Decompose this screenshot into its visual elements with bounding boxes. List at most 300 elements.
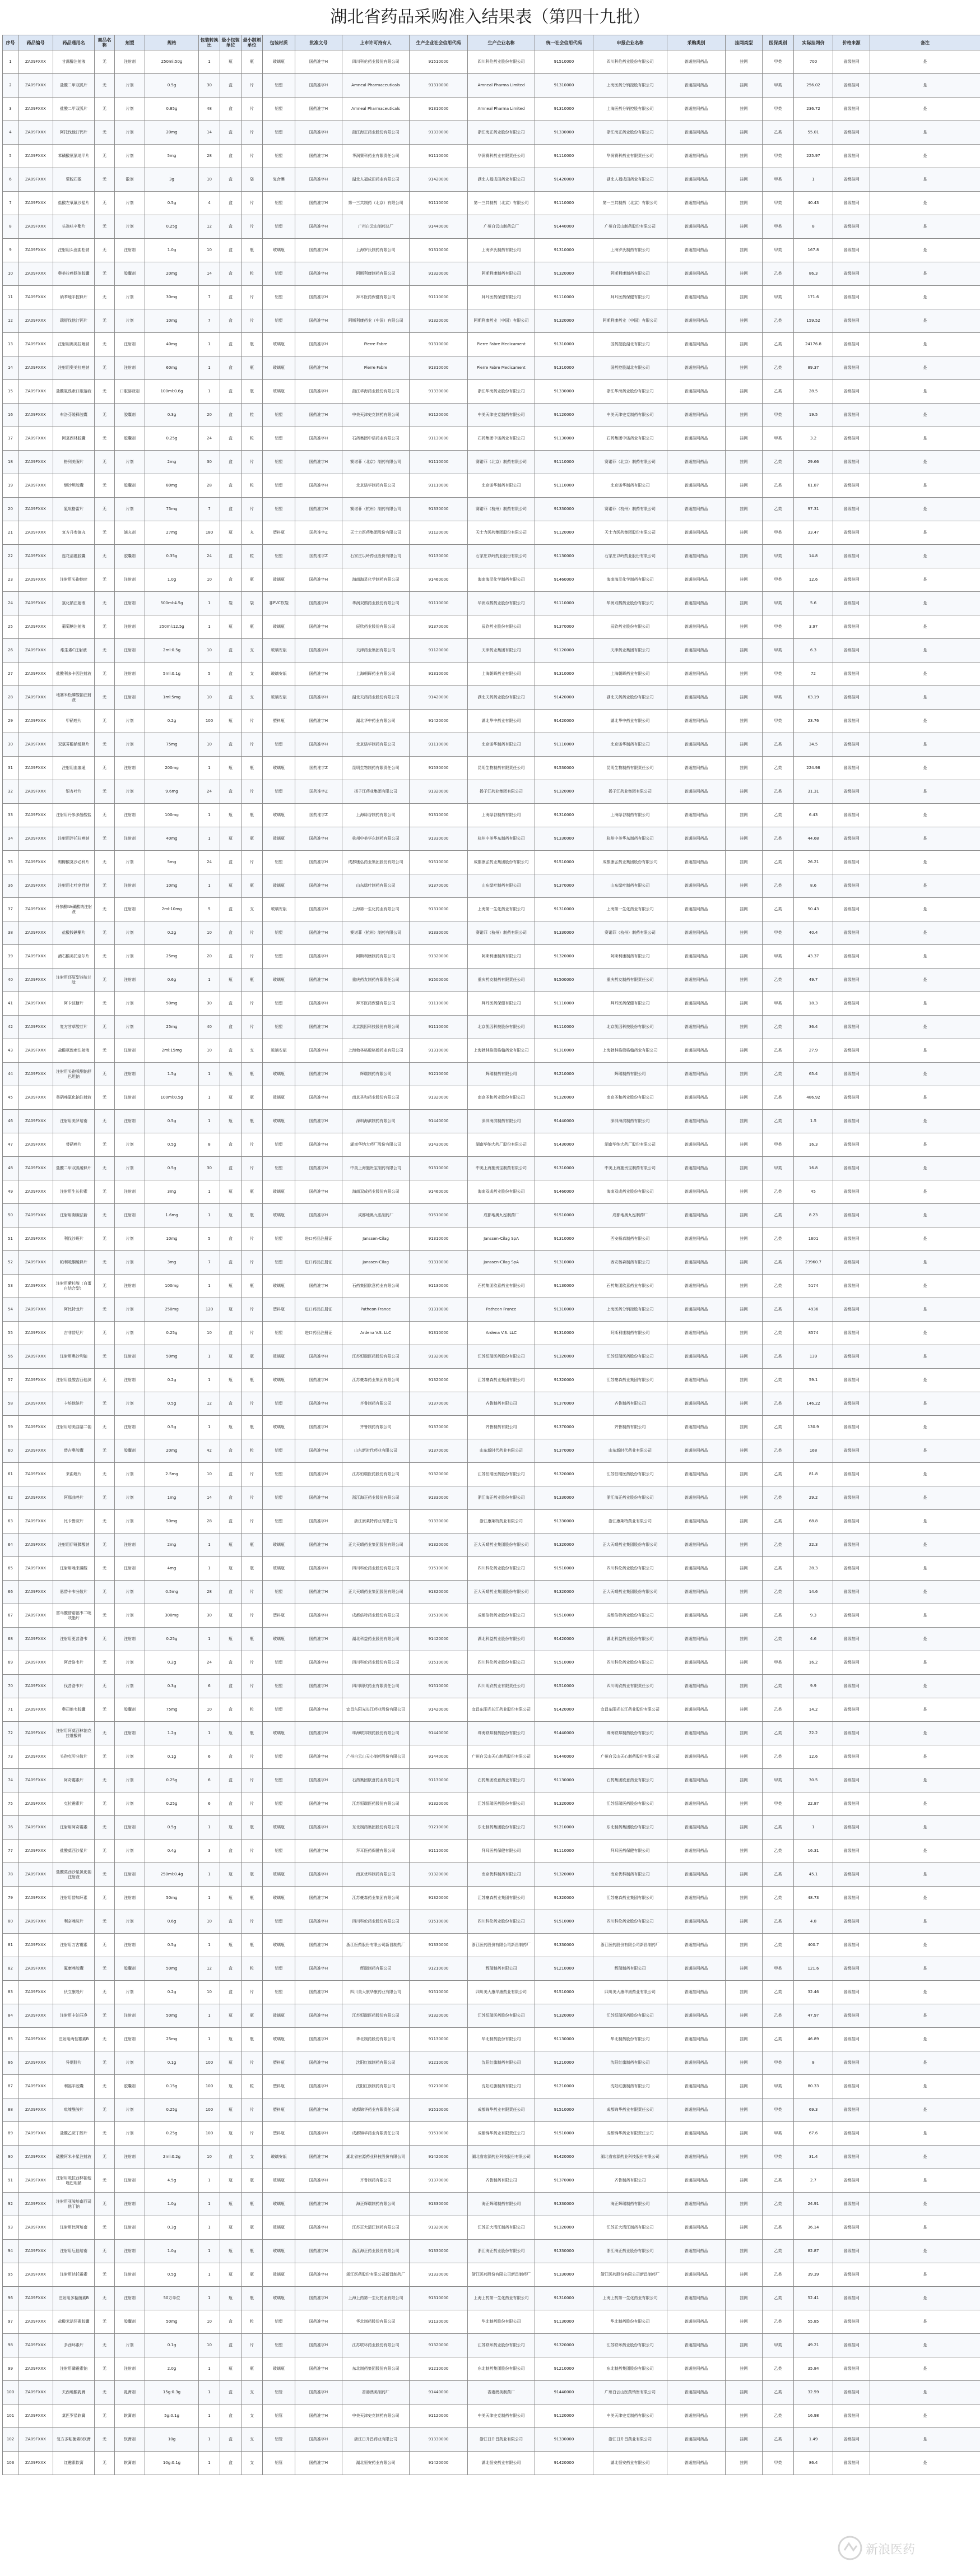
table-cell: 省级挂网 [833, 498, 870, 521]
table-cell: 挂网 [726, 1863, 763, 1887]
table-cell: 14.6 [794, 1581, 833, 1604]
table-cell: 成都地奥九泓制药厂 [593, 1204, 667, 1227]
table-cell: 盐酸米诺环素胶囊 [53, 2310, 95, 2334]
table-cell: 普通挂网药品 [667, 1486, 726, 1510]
table-cell: 是 [870, 1322, 980, 1345]
table-cell: ZA09FXXX [18, 121, 53, 145]
table-cell: 华润赛科药业有限责任公司 [468, 145, 535, 168]
table-cell: 91330000 [535, 1934, 593, 1957]
table-cell: 玻璃安瓿 [263, 1039, 295, 1063]
table-cell: 玻璃瓶 [263, 757, 295, 780]
table-cell: 国药准字H [295, 121, 342, 145]
table-cell: 省级挂网 [833, 1887, 870, 1910]
table-cell: 上海罗氏制药有限公司 [342, 239, 410, 262]
table-cell: 91330000 [410, 121, 468, 145]
table-cell: 软膏剂 [115, 2428, 145, 2452]
table-cell: 0.6g [145, 969, 199, 992]
table-cell: 甲类 [763, 215, 794, 239]
table-cell: ZA09FXXX [18, 74, 53, 98]
table-cell: ZA09FXXX [18, 98, 53, 121]
table-cell: 100ml:0.6g [145, 380, 199, 404]
table-cell: 瓶 [241, 1816, 263, 1840]
table-cell: 瓶 [220, 1604, 241, 1628]
table-cell: 瓶 [220, 1533, 241, 1557]
table-cell: 四川美大康华康药业有限公司 [342, 1981, 410, 2004]
table-cell: ZA09FXXX [18, 451, 53, 474]
table-cell: 91130000 [535, 545, 593, 568]
table-cell: 注射用阿莫西林钠克拉维酸钾 [53, 1722, 95, 1745]
table-cell: 91510000 [410, 1675, 468, 1698]
table-cell: 上海第一生化药业有限公司 [468, 898, 535, 921]
table-cell: 片 [241, 851, 263, 874]
table-cell: 玻璃安瓿 [263, 898, 295, 921]
table-cell: 91510000 [535, 1557, 593, 1581]
table-cell: 97.31 [794, 498, 833, 521]
table-cell: 江苏豪森药业集团有限公司 [593, 1887, 667, 1910]
table-row [3, 1180, 980, 1204]
table-cell: 普通挂网药品 [667, 215, 726, 239]
table-cell: 国药准字H [295, 2028, 342, 2051]
table-cell: 拜耳医药保健有限公司 [468, 286, 535, 309]
table-cell: 片剂 [115, 145, 145, 168]
table-cell: 国药准字Z [295, 757, 342, 780]
table-row [3, 2193, 980, 2216]
table-cell: 乙类 [763, 2240, 794, 2263]
table-cell: 宜昌东阳光长江药业股份有限公司 [468, 1698, 535, 1722]
table-cell: 2ml:10mg [145, 898, 199, 921]
table-cell: 6.3 [794, 639, 833, 662]
table-cell: 91310000 [410, 804, 468, 827]
table-row [3, 2216, 980, 2240]
table-cell: 注射用美罗培南 [53, 1110, 95, 1133]
table-cell: 是 [870, 1675, 980, 1698]
table-cell: 5mg [145, 851, 199, 874]
table-cell: 91510000 [535, 1204, 593, 1227]
table-cell: 玻璃瓶 [263, 827, 295, 851]
table-cell: 91370000 [535, 2169, 593, 2193]
column-header: 备注 [870, 35, 980, 50]
table-cell: 北京凯因科技股份有限公司 [342, 1016, 410, 1039]
table-cell: 91310000 [535, 356, 593, 380]
table-cell: 中美天津史克制药有限公司 [468, 404, 535, 427]
table-cell: 江苏恒瑞医药股份有限公司 [342, 1345, 410, 1369]
table-cell: 65.4 [794, 1063, 833, 1086]
table-cell: 片剂 [115, 1157, 145, 1180]
table-cell: 挂网 [726, 1439, 763, 1463]
table-cell: 22 [3, 545, 18, 568]
table-cell: 玻璃瓶 [263, 1180, 295, 1204]
table-cell: 片 [241, 2098, 263, 2122]
table-cell: 19.5 [794, 404, 833, 427]
table-cell: 挂网 [726, 121, 763, 145]
table-cell: 乙类 [763, 1486, 794, 1510]
table-cell: 挂网 [726, 1769, 763, 1792]
table-cell: 盐酸氨溴索注射液 [53, 1039, 95, 1063]
table-cell: 无 [95, 2240, 115, 2263]
table-cell: 胶囊剂 [115, 427, 145, 451]
table-cell: 盒 [220, 639, 241, 662]
table-cell: 进口药品注册证 [295, 1322, 342, 1345]
table-cell: 91310000 [535, 1039, 593, 1063]
table-cell: 91310000 [410, 1322, 468, 1345]
table-cell: 广州白云山医药销售有限公司 [593, 2381, 667, 2404]
table-cell: 91210000 [535, 1063, 593, 1086]
table-cell: 普通挂网药品 [667, 969, 726, 992]
table-cell: 91210000 [410, 1816, 468, 1840]
table-cell: 无 [95, 1086, 115, 1110]
column-header: 序号 [3, 35, 18, 50]
table-cell: 乙类 [763, 1698, 794, 1722]
table-cell: 挂网 [726, 168, 763, 192]
procurement-table [2, 35, 980, 2475]
table-cell: 91110000 [410, 992, 468, 1016]
table-cell: 乙类 [763, 2169, 794, 2193]
table-cell: 0.5g [145, 1416, 199, 1439]
table-cell: 无 [95, 2028, 115, 2051]
table-cell: 成都康弘药业集团股份有限公司 [593, 851, 667, 874]
table-cell: 50 [3, 1204, 18, 1227]
table-cell: 甲类 [763, 192, 794, 215]
table-cell: 普通挂网药品 [667, 2004, 726, 2028]
table-cell: ZA09FXXX [18, 2098, 53, 2122]
table-cell: 乙类 [763, 1204, 794, 1227]
table-cell: 91330000 [410, 2240, 468, 2263]
table-cell: 天士力医药集团股份有限公司 [468, 521, 535, 545]
table-cell: 成都锦华药业有限责任公司 [593, 2122, 667, 2146]
table-cell: ZA09FXXX [18, 2428, 53, 2452]
table-cell: 山东绿叶制药有限公司 [342, 874, 410, 898]
table-cell: 91320000 [410, 2216, 468, 2240]
table-cell: 无 [95, 2075, 115, 2098]
table-cell: 片 [241, 1675, 263, 1698]
table-cell: 32.46 [794, 1981, 833, 2004]
table-cell: 成都倍特药业股份有限公司 [468, 1604, 535, 1628]
table-cell: 91110000 [535, 192, 593, 215]
table-cell: Amneal Pharma Limited [468, 98, 535, 121]
table-cell: 普通挂网药品 [667, 145, 726, 168]
table-cell: 66 [3, 1581, 18, 1604]
table-cell: 乙类 [763, 969, 794, 992]
table-cell: 挂网 [726, 1887, 763, 1910]
table-cell: 拜耳医药保健有限公司 [593, 1840, 667, 1863]
table-cell: 注射剂 [115, 1063, 145, 1086]
table-cell: 国药准字H [295, 380, 342, 404]
table-cell: ZA09FXXX [18, 1651, 53, 1675]
table-cell: 盒 [220, 568, 241, 592]
table-cell: 注射用伊班膦酸钠 [53, 1533, 95, 1557]
table-cell: 91510000 [410, 50, 468, 74]
table-cell: 91510000 [535, 1981, 593, 2004]
table-cell: ZA09FXXX [18, 710, 53, 733]
table-cell: 普通挂网药品 [667, 1392, 726, 1416]
table-cell: 胶囊剂 [115, 262, 145, 286]
table-cell: 无 [95, 427, 115, 451]
table-cell: 石家庄以岭药业股份有限公司 [468, 545, 535, 568]
table-cell: 玻璃瓶 [263, 1063, 295, 1086]
table-cell: 91330000 [535, 380, 593, 404]
table-cell: 普通挂网药品 [667, 1463, 726, 1486]
table-cell: 注射剂 [115, 356, 145, 380]
table-cell: 国药准字H [295, 1533, 342, 1557]
table-cell: Pierre Fabre Medicament [468, 356, 535, 380]
table-cell: 四川科伦药业股份有限公司 [593, 1910, 667, 1934]
table-cell: 海南双成药业股份有限公司 [468, 1180, 535, 1204]
table-cell: 91310000 [535, 1298, 593, 1322]
table-cell: 国药准字H [295, 404, 342, 427]
table-cell: 1 [199, 333, 220, 356]
table-cell: 省级挂网 [833, 1275, 870, 1298]
table-cell: 盒 [220, 2334, 241, 2357]
table-cell: 1 [199, 2240, 220, 2263]
table-cell: 山东绿叶制药有限公司 [468, 874, 535, 898]
table-cell: 是 [870, 1110, 980, 1133]
table-cell: 上海绿谷制药有限公司 [342, 804, 410, 827]
table-cell: 省级挂网 [833, 1486, 870, 1510]
table-cell: 91130000 [410, 545, 468, 568]
table-cell: 铝塑 [263, 1133, 295, 1157]
table-cell: 盐酸二甲双胍缓释片 [53, 1157, 95, 1180]
table-cell: 注射用生长抑素 [53, 1180, 95, 1204]
table-cell: 片 [241, 309, 263, 333]
table-cell: 省级挂网 [833, 380, 870, 404]
table-cell: 50mg [145, 1957, 199, 1981]
table-cell: 上海绿谷制药有限公司 [468, 804, 535, 827]
table-cell: 91320000 [535, 1345, 593, 1369]
table-cell: 91320000 [410, 1463, 468, 1486]
table-cell: 玻璃瓶 [263, 333, 295, 356]
table-cell: 昆明生物制药有限责任公司 [593, 757, 667, 780]
table-cell: 比卡鲁胺片 [53, 1510, 95, 1533]
table-cell: 注射剂 [115, 2263, 145, 2287]
table-cell: 1 [199, 2028, 220, 2051]
table-cell: 41 [3, 992, 18, 1016]
table-cell: 乙类 [763, 757, 794, 780]
table-cell: 普通挂网药品 [667, 710, 726, 733]
table-cell: 拜耳医药保健有限公司 [468, 992, 535, 1016]
table-cell: 是 [870, 121, 980, 145]
table-cell: 91500000 [410, 969, 468, 992]
table-cell: 9.6mg [145, 780, 199, 804]
table-cell: 普通挂网药品 [667, 521, 726, 545]
table-cell: 71 [3, 1698, 18, 1722]
table-cell: 是 [870, 1557, 980, 1581]
table-cell: 片剂 [115, 1227, 145, 1251]
table-cell: 普通挂网药品 [667, 2334, 726, 2357]
table-cell: 国药准字H [295, 945, 342, 969]
table-cell: 玻璃瓶 [263, 2004, 295, 2028]
table-cell: 是 [870, 780, 980, 804]
table-cell: 注射剂 [115, 757, 145, 780]
table-cell: 软膏剂 [115, 2452, 145, 2475]
table-row [3, 192, 980, 215]
table-cell: 江苏恒瑞医药股份有限公司 [593, 1463, 667, 1486]
table-cell: 粒 [241, 2075, 263, 2098]
table-cell: 86.3 [794, 262, 833, 286]
table-cell: 225.97 [794, 145, 833, 168]
table-cell: 浙江海正药业股份有限公司 [593, 121, 667, 145]
table-cell: Janssen-Cilag [342, 1227, 410, 1251]
table-cell: 10 [199, 686, 220, 710]
table-cell: 49 [3, 1180, 18, 1204]
table-cell: 普通挂网药品 [667, 1628, 726, 1651]
table-cell: 1 [199, 2004, 220, 2028]
table-cell: 1 [199, 2357, 220, 2381]
table-cell: 省级挂网 [833, 1227, 870, 1251]
table-cell: 注射用达托霉素 [53, 2263, 95, 2287]
table-cell: 甲类 [763, 98, 794, 121]
table-cell: 是 [870, 921, 980, 945]
table-cell: ZA09FXXX [18, 1275, 53, 1298]
table-cell: 重庆药友制药有限责任公司 [468, 969, 535, 992]
table-row [3, 404, 980, 427]
table-cell: 片 [241, 121, 263, 145]
table-cell: 扬子江药业集团有限公司 [342, 780, 410, 804]
table-row [3, 1628, 980, 1651]
table-cell: 国药准字H [295, 333, 342, 356]
table-row [3, 1486, 980, 1510]
table-cell: 36.4 [794, 1016, 833, 1039]
table-cell: 注射用阿奇霉素 [53, 1816, 95, 1840]
table-cell: 乙类 [763, 1392, 794, 1416]
table-cell: 无 [95, 2169, 115, 2193]
table-cell: 普通挂网药品 [667, 592, 726, 615]
table-cell: ZA09FXXX [18, 1204, 53, 1227]
table-cell: 华北制药股份有限公司 [468, 2028, 535, 2051]
table-cell: 普通挂网药品 [667, 874, 726, 898]
table-cell: 挂网 [726, 1604, 763, 1628]
table-cell: 无 [95, 2452, 115, 2475]
table-cell: 8 [199, 1133, 220, 1157]
table-cell: 77 [3, 1840, 18, 1863]
table-cell: 38 [3, 921, 18, 945]
table-cell: 深圳海滨制药有限公司 [593, 1110, 667, 1133]
table-cell: 南京优科制药有限公司 [342, 1863, 410, 1887]
table-cell: 省级挂网 [833, 1016, 870, 1039]
table-cell: 无 [95, 1698, 115, 1722]
table-cell: 瓶 [241, 804, 263, 827]
table-cell: 国药准字H [295, 568, 342, 592]
table-cell: 宜昌东阳光长江药业股份有限公司 [342, 1698, 410, 1722]
table-cell: 挂网 [726, 2122, 763, 2146]
table-cell: 167.8 [794, 239, 833, 262]
table-cell: 省级挂网 [833, 168, 870, 192]
table-cell: 铝塑 [263, 145, 295, 168]
table-cell: 江苏恒瑞医药股份有限公司 [342, 1463, 410, 1486]
table-cell: 北京诺华制药有限公司 [593, 474, 667, 498]
table-cell: 片 [241, 1769, 263, 1792]
table-cell: 91 [3, 2169, 18, 2193]
table-cell: 注射剂 [115, 239, 145, 262]
table-cell: 挂网 [726, 2098, 763, 2122]
table-cell: 挂网 [726, 1180, 763, 1204]
table-cell: 无 [95, 2334, 115, 2357]
table-cell: 甲类 [763, 1133, 794, 1157]
table-cell: 91420000 [535, 686, 593, 710]
table-cell: 42 [199, 1439, 220, 1463]
table-cell: 挂网 [726, 239, 763, 262]
table-cell: 甲类 [763, 686, 794, 710]
table-cell: 沈阳红旗制药有限公司 [468, 2075, 535, 2098]
table-cell: 硝苯地平控释片 [53, 286, 95, 309]
table-cell: 盒 [220, 98, 241, 121]
table-cell: 24 [199, 851, 220, 874]
table-cell: 50.43 [794, 898, 833, 921]
table-cell: 甲类 [763, 710, 794, 733]
table-row [3, 898, 980, 921]
table-cell: 北京诺华制药有限公司 [468, 474, 535, 498]
table-cell: 湖北人福成田药业有限公司 [468, 168, 535, 192]
table-cell: 省级挂网 [833, 1439, 870, 1463]
table-cell: 50mg [145, 1345, 199, 1369]
table-cell: 91440000 [535, 2381, 593, 2404]
table-cell: 乙类 [763, 1063, 794, 1086]
table-cell: 25mg [145, 945, 199, 969]
table-cell: 辉瑞制药有限公司 [468, 1063, 535, 1086]
table-cell: ZA09FXXX [18, 1910, 53, 1934]
table-cell: 无 [95, 1110, 115, 1133]
table-cell: ZA09FXXX [18, 1157, 53, 1180]
table-cell: 成都锦华药业有限责任公司 [342, 2098, 410, 2122]
table-cell: 支 [241, 898, 263, 921]
table-cell: 91440000 [410, 2381, 468, 2404]
table-cell: ZA09FXXX [18, 404, 53, 427]
table-cell: 乙类 [763, 1416, 794, 1439]
table-cell: 注射剂 [115, 1180, 145, 1204]
table-cell: 瓶 [241, 969, 263, 992]
table-cell: 91460000 [410, 1180, 468, 1204]
table-cell: 乙类 [763, 1251, 794, 1275]
table-cell: 海南双成药业股份有限公司 [342, 1180, 410, 1204]
table-cell: 13 [3, 333, 18, 356]
table-cell: 丸 [241, 521, 263, 545]
table-cell: 辉瑞制药有限公司 [342, 1957, 410, 1981]
table-cell: 10 [199, 921, 220, 945]
table-cell: 瓶 [220, 2004, 241, 2028]
table-cell: 瓶 [241, 1110, 263, 1133]
table-cell: 挂网 [726, 1392, 763, 1416]
table-cell: 片 [241, 1581, 263, 1604]
table-cell: 瓶 [241, 2287, 263, 2310]
table-row [3, 50, 980, 74]
table-cell: 拜耳医药保健有限公司 [342, 286, 410, 309]
table-cell: 瓶 [220, 615, 241, 639]
table-cell: 无 [95, 2193, 115, 2216]
table-cell: 91310000 [410, 1298, 468, 1322]
table-cell: Janssen-Cilag SpA [468, 1227, 535, 1251]
table-cell: 5 [199, 662, 220, 686]
table-cell: 片剂 [115, 1133, 145, 1157]
table-cell: 片 [241, 2122, 263, 2146]
table-cell: 10 [199, 2146, 220, 2169]
table-cell: 49.7 [794, 969, 833, 992]
table-cell: ZA09FXXX [18, 1604, 53, 1628]
table-cell: 注射用头孢曲松钠 [53, 239, 95, 262]
table-cell: 片剂 [115, 215, 145, 239]
table-row [3, 1957, 980, 1981]
table-cell: 注射用卡泊芬净 [53, 2004, 95, 2028]
table-cell: 25 [3, 615, 18, 639]
table-cell: 无 [95, 1204, 115, 1227]
table-cell: 是 [870, 1180, 980, 1204]
table-cell: 上海医药分销控股有限公司 [593, 74, 667, 98]
table-cell: 片剂 [115, 1322, 145, 1345]
table-cell: 乙类 [763, 1016, 794, 1039]
table-cell: 片 [241, 1651, 263, 1675]
table-cell: ZA09FXXX [18, 1533, 53, 1557]
table-cell: ZA09FXXX [18, 733, 53, 757]
table-cell: 39 [3, 945, 18, 969]
table-cell: 挂网 [726, 686, 763, 710]
